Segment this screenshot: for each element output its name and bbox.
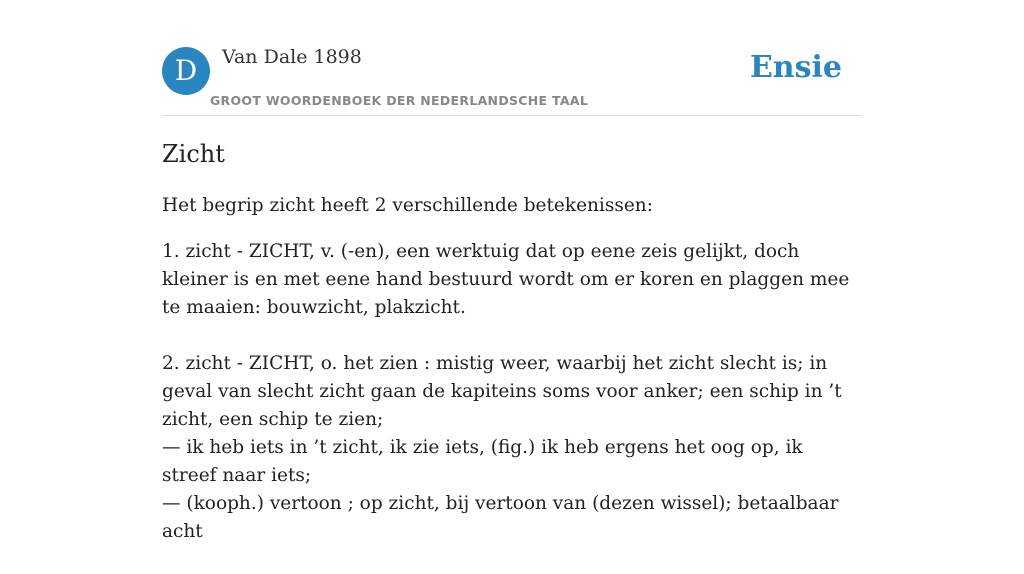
site-header [162, 0, 862, 116]
definition-1 [162, 238, 862, 322]
dictionary-title[interactable]: Van Dale 1898 [222, 46, 362, 68]
entry-intro: Het begrip zicht heeft 2 verschillende betekenissen: [162, 195, 653, 216]
entry-title: Zicht [162, 140, 225, 168]
definition-line: — ik heb iets in ’t zicht, ik zie iets, (fig.) ik heb ergens het oog op, ik streef naar iets; [162, 437, 803, 486]
ensie-logo[interactable]: Ensie [749, 50, 842, 85]
dictionary-logo[interactable]: D [162, 47, 210, 95]
definition-line: 2. zicht - ZICHT, o. het zien : mistig weer, waarbij het zicht slecht is; in geval van slecht zicht gaan de kapiteins soms voor anker; een schip in ’t zicht, een schip te zien; [162, 353, 842, 430]
definitions-list [162, 238, 862, 546]
definition-line: 1. zicht - ZICHT, v. (-en), een werktuig dat op eene zeis gelijkt, doch kleiner is en met eene hand bestuurd wordt om er koren en plaggen mee te maaien: bouwzicht, plakzicht. [162, 241, 850, 318]
definition-line: — (kooph.) vertoon ; op zicht, bij vertoon van (dezen wissel); betaalbaar acht [162, 493, 839, 542]
dictionary-subtitle: GROOT WOORDENBOEK DER NEDERLANDSCHE TAAL [210, 93, 589, 108]
entry-content [162, 138, 862, 574]
definition-2 [162, 350, 862, 546]
